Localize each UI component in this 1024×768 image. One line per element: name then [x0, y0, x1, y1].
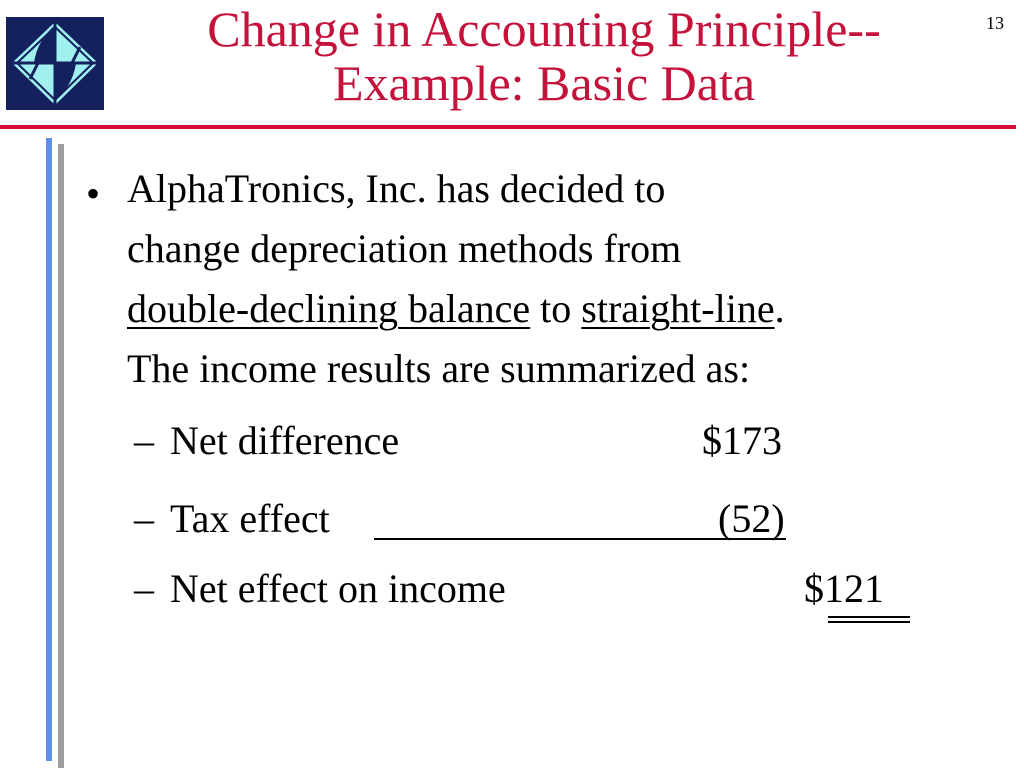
sub-item-dash: – — [134, 566, 154, 611]
sub-item-label: Tax effect — [170, 496, 330, 541]
slide-title-line-1: Change in Accounting Principle-- — [207, 1, 881, 57]
bullet-line-3 — [127, 279, 1007, 339]
bullet-marker: • — [86, 171, 101, 216]
sub-item-dash: – — [134, 496, 154, 541]
term-straight-line: straight-line — [581, 286, 775, 331]
amount-open-paren: ( — [718, 496, 732, 541]
sub-item-label: Net difference — [170, 418, 400, 463]
term-double-declining: double-declining balance — [127, 286, 531, 331]
bullet-paragraph — [127, 159, 1007, 399]
amount-currency: $ — [804, 566, 824, 611]
double-underline — [828, 616, 910, 623]
slide-number: 13 — [986, 13, 1004, 33]
connector-text: to — [530, 286, 582, 331]
amount-value: 121 — [824, 566, 884, 611]
sub-item-amount: $173 — [702, 418, 782, 463]
sub-item-amount — [804, 564, 884, 614]
amount-value: 52 — [731, 496, 772, 541]
sub-item-label: Net effect on income — [170, 566, 506, 611]
slide-title-line-2: Example: Basic Data — [332, 55, 756, 111]
sentence-period: . — [774, 286, 785, 331]
bullet-line-1: AlphaTronics, Inc. has decided to — [127, 166, 666, 211]
sub-item-amount — [718, 494, 785, 544]
amount-close-paren: ) — [771, 496, 785, 541]
sub-item-dash: – — [134, 418, 154, 463]
bullet-line-4: The income results are summarized as: — [127, 346, 751, 391]
bullet-line-2: change depreciation methods from — [127, 226, 682, 271]
